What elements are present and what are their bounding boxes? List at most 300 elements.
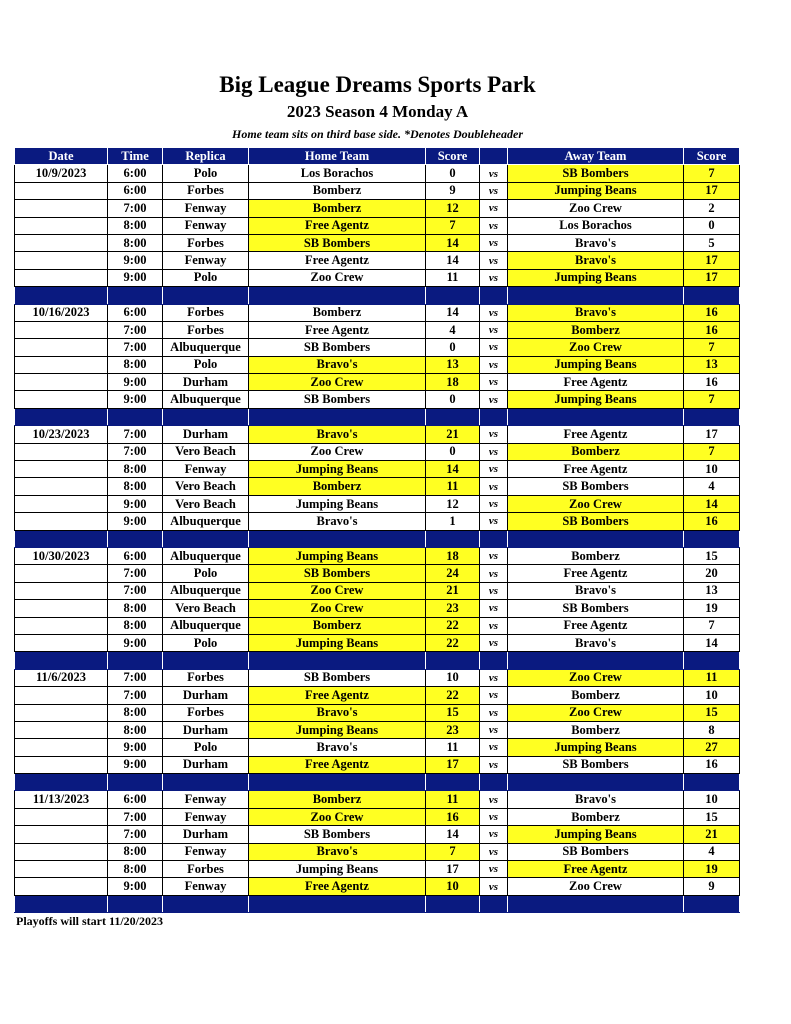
away-team-cell: Los Borachos — [508, 217, 684, 234]
home-team-cell: Free Agentz — [249, 252, 426, 269]
replica-field-cell: Durham — [163, 687, 249, 704]
away-team-cell: Bomberz — [508, 443, 684, 460]
date-cell: 11/13/2023 — [15, 791, 108, 808]
date-cell — [15, 356, 108, 373]
home-score-cell: 10 — [426, 669, 480, 686]
home-score-cell: 14 — [426, 234, 480, 251]
date-cell — [15, 756, 108, 773]
away-score-cell: 21 — [684, 826, 740, 843]
game-row — [15, 878, 740, 895]
game-row — [15, 704, 740, 721]
game-row — [15, 843, 740, 860]
time-cell: 8:00 — [108, 617, 163, 634]
time-cell: 9:00 — [108, 739, 163, 756]
separator-cell — [480, 287, 508, 304]
away-team-cell: Bravo's — [508, 791, 684, 808]
away-score-cell: 0 — [684, 217, 740, 234]
home-score-cell: 12 — [426, 200, 480, 217]
date-cell — [15, 721, 108, 738]
time-cell: 8:00 — [108, 217, 163, 234]
home-score-cell: 4 — [426, 321, 480, 338]
away-team-cell: SB Bombers — [508, 756, 684, 773]
game-row — [15, 269, 740, 286]
replica-field-cell: Durham — [163, 374, 249, 391]
time-cell: 9:00 — [108, 495, 163, 512]
game-row — [15, 756, 740, 773]
away-team-cell: Bravo's — [508, 252, 684, 269]
away-team-cell: Free Agentz — [508, 426, 684, 443]
game-row — [15, 304, 740, 321]
time-cell: 9:00 — [108, 391, 163, 408]
date-cell — [15, 739, 108, 756]
away-team-cell: Bomberz — [508, 687, 684, 704]
home-score-cell: 10 — [426, 878, 480, 895]
home-team-cell: Free Agentz — [249, 878, 426, 895]
separator-cell — [15, 530, 108, 547]
date-cell — [15, 182, 108, 199]
replica-field-cell: Polo — [163, 634, 249, 651]
home-team-cell: Jumping Beans — [249, 495, 426, 512]
time-cell: 7:00 — [108, 426, 163, 443]
week-separator-row — [15, 895, 740, 912]
away-team-cell: Free Agentz — [508, 617, 684, 634]
game-row — [15, 565, 740, 582]
away-score-cell: 5 — [684, 234, 740, 251]
vs-cell: vs — [480, 582, 508, 599]
replica-field-cell: Durham — [163, 426, 249, 443]
home-score-cell: 18 — [426, 547, 480, 564]
home-team-cell: Jumping Beans — [249, 634, 426, 651]
header-vs — [480, 148, 508, 165]
replica-field-cell: Forbes — [163, 234, 249, 251]
date-cell — [15, 234, 108, 251]
game-row — [15, 791, 740, 808]
replica-field-cell: Durham — [163, 756, 249, 773]
date-cell — [15, 200, 108, 217]
replica-field-cell: Forbes — [163, 304, 249, 321]
home-team-cell: Zoo Crew — [249, 600, 426, 617]
game-row — [15, 582, 740, 599]
separator-cell — [108, 774, 163, 791]
home-team-cell: Bomberz — [249, 791, 426, 808]
home-team-cell: SB Bombers — [249, 391, 426, 408]
time-cell: 7:00 — [108, 443, 163, 460]
separator-cell — [684, 408, 740, 425]
home-score-cell: 1 — [426, 513, 480, 530]
date-cell — [15, 687, 108, 704]
vs-cell: vs — [480, 565, 508, 582]
time-cell: 8:00 — [108, 234, 163, 251]
game-row — [15, 461, 740, 478]
replica-field-cell: Fenway — [163, 843, 249, 860]
home-team-cell: Free Agentz — [249, 687, 426, 704]
vs-cell: vs — [480, 600, 508, 617]
game-row — [15, 861, 740, 878]
away-team-cell: Bravo's — [508, 234, 684, 251]
replica-field-cell: Fenway — [163, 252, 249, 269]
game-row — [15, 495, 740, 512]
time-cell: 7:00 — [108, 687, 163, 704]
time-cell: 6:00 — [108, 547, 163, 564]
vs-cell: vs — [480, 461, 508, 478]
separator-cell — [249, 408, 426, 425]
home-team-cell: Bomberz — [249, 182, 426, 199]
home-team-cell: Jumping Beans — [249, 547, 426, 564]
home-team-cell: Zoo Crew — [249, 443, 426, 460]
home-score-cell: 7 — [426, 217, 480, 234]
date-cell: 10/16/2023 — [15, 304, 108, 321]
home-score-cell: 22 — [426, 634, 480, 651]
game-row — [15, 547, 740, 564]
home-team-cell: Free Agentz — [249, 217, 426, 234]
date-cell — [15, 861, 108, 878]
away-score-cell: 15 — [684, 808, 740, 825]
replica-field-cell: Vero Beach — [163, 478, 249, 495]
away-team-cell: Zoo Crew — [508, 878, 684, 895]
away-score-cell: 13 — [684, 356, 740, 373]
time-cell: 8:00 — [108, 704, 163, 721]
date-cell — [15, 391, 108, 408]
home-score-cell: 14 — [426, 461, 480, 478]
vs-cell: vs — [480, 234, 508, 251]
home-score-cell: 15 — [426, 704, 480, 721]
away-team-cell: Free Agentz — [508, 565, 684, 582]
home-team-cell: Zoo Crew — [249, 374, 426, 391]
home-team-cell: Bravo's — [249, 356, 426, 373]
separator-cell — [108, 287, 163, 304]
separator-cell — [249, 774, 426, 791]
date-cell — [15, 269, 108, 286]
date-cell — [15, 217, 108, 234]
vs-cell: vs — [480, 808, 508, 825]
home-team-cell: SB Bombers — [249, 565, 426, 582]
away-score-cell: 13 — [684, 582, 740, 599]
replica-field-cell: Albuquerque — [163, 391, 249, 408]
week-separator-row — [15, 408, 740, 425]
time-cell: 8:00 — [108, 861, 163, 878]
time-cell: 7:00 — [108, 826, 163, 843]
away-team-cell: Jumping Beans — [508, 826, 684, 843]
replica-field-cell: Fenway — [163, 878, 249, 895]
game-row — [15, 165, 740, 182]
away-team-cell: Free Agentz — [508, 461, 684, 478]
separator-cell — [426, 652, 480, 669]
home-score-cell: 21 — [426, 426, 480, 443]
home-team-cell: Bravo's — [249, 843, 426, 860]
separator-cell — [15, 408, 108, 425]
date-cell — [15, 478, 108, 495]
home-team-cell: Zoo Crew — [249, 808, 426, 825]
time-cell: 7:00 — [108, 808, 163, 825]
replica-field-cell: Fenway — [163, 217, 249, 234]
separator-cell — [480, 895, 508, 912]
vs-cell: vs — [480, 547, 508, 564]
time-cell: 7:00 — [108, 339, 163, 356]
vs-cell: vs — [480, 634, 508, 651]
vs-cell: vs — [480, 669, 508, 686]
away-score-cell: 7 — [684, 391, 740, 408]
replica-field-cell: Forbes — [163, 321, 249, 338]
schedule-table — [14, 147, 740, 913]
away-team-cell: Zoo Crew — [508, 704, 684, 721]
home-score-cell: 0 — [426, 443, 480, 460]
separator-cell — [426, 408, 480, 425]
home-score-cell: 11 — [426, 269, 480, 286]
separator-cell — [480, 530, 508, 547]
separator-cell — [480, 652, 508, 669]
game-row — [15, 200, 740, 217]
home-team-cell: Jumping Beans — [249, 861, 426, 878]
vs-cell: vs — [480, 252, 508, 269]
vs-cell: vs — [480, 182, 508, 199]
home-score-cell: 0 — [426, 339, 480, 356]
date-cell: 11/6/2023 — [15, 669, 108, 686]
time-cell: 6:00 — [108, 304, 163, 321]
separator-cell — [163, 774, 249, 791]
game-row — [15, 721, 740, 738]
vs-cell: vs — [480, 513, 508, 530]
replica-field-cell: Albuquerque — [163, 582, 249, 599]
date-cell — [15, 808, 108, 825]
game-row — [15, 600, 740, 617]
replica-field-cell: Polo — [163, 565, 249, 582]
vs-cell: vs — [480, 304, 508, 321]
home-score-cell: 24 — [426, 565, 480, 582]
vs-cell: vs — [480, 478, 508, 495]
separator-cell — [508, 530, 684, 547]
header-replica: Replica — [163, 148, 249, 165]
home-team-cell: Free Agentz — [249, 756, 426, 773]
replica-field-cell: Fenway — [163, 200, 249, 217]
separator-cell — [108, 408, 163, 425]
away-score-cell: 16 — [684, 304, 740, 321]
separator-cell — [15, 774, 108, 791]
away-score-cell: 16 — [684, 321, 740, 338]
vs-cell: vs — [480, 321, 508, 338]
date-cell: 10/30/2023 — [15, 547, 108, 564]
game-row — [15, 339, 740, 356]
away-score-cell: 7 — [684, 443, 740, 460]
vs-cell: vs — [480, 339, 508, 356]
away-team-cell: SB Bombers — [508, 600, 684, 617]
home-team-cell: SB Bombers — [249, 339, 426, 356]
home-score-cell: 22 — [426, 687, 480, 704]
time-cell: 8:00 — [108, 843, 163, 860]
home-score-cell: 23 — [426, 721, 480, 738]
away-score-cell: 2 — [684, 200, 740, 217]
away-team-cell: Jumping Beans — [508, 182, 684, 199]
table-header-row — [15, 148, 740, 165]
away-score-cell: 14 — [684, 495, 740, 512]
season-subtitle: 2023 Season 4 Monday A — [286, 102, 469, 121]
date-cell — [15, 704, 108, 721]
home-score-cell: 17 — [426, 861, 480, 878]
home-team-cell: Los Borachos — [249, 165, 426, 182]
away-score-cell: 11 — [684, 669, 740, 686]
home-score-cell: 11 — [426, 478, 480, 495]
home-score-cell: 12 — [426, 495, 480, 512]
separator-cell — [163, 652, 249, 669]
vs-cell: vs — [480, 617, 508, 634]
away-score-cell: 7 — [684, 339, 740, 356]
header-home-score: Score — [426, 148, 480, 165]
home-team-cell: Bravo's — [249, 704, 426, 721]
away-score-cell: 10 — [684, 791, 740, 808]
vs-cell: vs — [480, 495, 508, 512]
game-row — [15, 391, 740, 408]
replica-field-cell: Albuquerque — [163, 339, 249, 356]
replica-field-cell: Vero Beach — [163, 443, 249, 460]
date-cell — [15, 565, 108, 582]
replica-field-cell: Albuquerque — [163, 547, 249, 564]
time-cell: 7:00 — [108, 582, 163, 599]
time-cell: 9:00 — [108, 252, 163, 269]
time-cell: 8:00 — [108, 461, 163, 478]
home-score-cell: 9 — [426, 182, 480, 199]
home-team-cell: Zoo Crew — [249, 269, 426, 286]
replica-field-cell: Forbes — [163, 182, 249, 199]
game-row — [15, 252, 740, 269]
vs-cell: vs — [480, 878, 508, 895]
separator-cell — [684, 530, 740, 547]
away-team-cell: SB Bombers — [508, 843, 684, 860]
time-cell: 9:00 — [108, 756, 163, 773]
replica-field-cell: Durham — [163, 721, 249, 738]
time-cell: 6:00 — [108, 791, 163, 808]
date-cell — [15, 582, 108, 599]
away-score-cell: 9 — [684, 878, 740, 895]
replica-field-cell: Albuquerque — [163, 617, 249, 634]
away-team-cell: Zoo Crew — [508, 200, 684, 217]
vs-cell: vs — [480, 443, 508, 460]
away-score-cell: 17 — [684, 426, 740, 443]
date-cell — [15, 826, 108, 843]
separator-cell — [249, 652, 426, 669]
replica-field-cell: Polo — [163, 739, 249, 756]
game-row — [15, 739, 740, 756]
week-separator-row — [15, 530, 740, 547]
away-team-cell: Jumping Beans — [508, 356, 684, 373]
replica-field-cell: Vero Beach — [163, 600, 249, 617]
date-cell — [15, 878, 108, 895]
separator-cell — [249, 530, 426, 547]
away-team-cell: SB Bombers — [508, 478, 684, 495]
separator-cell — [249, 895, 426, 912]
away-score-cell: 19 — [684, 861, 740, 878]
home-team-cell: SB Bombers — [249, 669, 426, 686]
home-score-cell: 11 — [426, 791, 480, 808]
separator-cell — [108, 895, 163, 912]
separator-cell — [426, 287, 480, 304]
time-cell: 7:00 — [108, 321, 163, 338]
replica-field-cell: Durham — [163, 826, 249, 843]
away-score-cell: 16 — [684, 756, 740, 773]
away-score-cell: 4 — [684, 843, 740, 860]
away-team-cell: Bomberz — [508, 721, 684, 738]
vs-cell: vs — [480, 217, 508, 234]
away-score-cell: 7 — [684, 165, 740, 182]
date-cell — [15, 321, 108, 338]
away-score-cell: 17 — [684, 269, 740, 286]
time-cell: 6:00 — [108, 182, 163, 199]
week-separator-row — [15, 652, 740, 669]
away-team-cell: Zoo Crew — [508, 669, 684, 686]
separator-cell — [508, 774, 684, 791]
home-score-cell: 16 — [426, 808, 480, 825]
separator-cell — [108, 530, 163, 547]
vs-cell: vs — [480, 687, 508, 704]
header-date: Date — [15, 148, 108, 165]
away-score-cell: 10 — [684, 687, 740, 704]
vs-cell: vs — [480, 269, 508, 286]
replica-field-cell: Forbes — [163, 861, 249, 878]
vs-cell: vs — [480, 739, 508, 756]
separator-cell — [480, 774, 508, 791]
replica-field-cell: Albuquerque — [163, 513, 249, 530]
home-team-cell: SB Bombers — [249, 826, 426, 843]
game-row — [15, 669, 740, 686]
home-team-cell: Zoo Crew — [249, 582, 426, 599]
home-team-cell: Bravo's — [249, 426, 426, 443]
home-score-cell: 17 — [426, 756, 480, 773]
separator-cell — [508, 287, 684, 304]
replica-field-cell: Forbes — [163, 704, 249, 721]
separator-cell — [480, 408, 508, 425]
vs-cell: vs — [480, 756, 508, 773]
away-score-cell: 17 — [684, 182, 740, 199]
away-team-cell: Jumping Beans — [508, 269, 684, 286]
away-score-cell: 10 — [684, 461, 740, 478]
week-separator-row — [15, 774, 740, 791]
time-cell: 8:00 — [108, 721, 163, 738]
replica-field-cell: Polo — [163, 356, 249, 373]
game-row — [15, 687, 740, 704]
home-score-cell: 0 — [426, 391, 480, 408]
separator-cell — [684, 895, 740, 912]
vs-cell: vs — [480, 356, 508, 373]
home-score-cell: 11 — [426, 739, 480, 756]
date-cell — [15, 617, 108, 634]
away-team-cell: Zoo Crew — [508, 339, 684, 356]
away-team-cell: Bravo's — [508, 634, 684, 651]
separator-cell — [508, 408, 684, 425]
separator-cell — [163, 895, 249, 912]
home-score-cell: 22 — [426, 617, 480, 634]
date-cell — [15, 339, 108, 356]
home-team-cell: Bomberz — [249, 617, 426, 634]
header-home-team: Home Team — [249, 148, 426, 165]
separator-cell — [684, 287, 740, 304]
game-row — [15, 808, 740, 825]
separator-cell — [508, 895, 684, 912]
away-team-cell: SB Bombers — [508, 513, 684, 530]
date-cell — [15, 443, 108, 460]
date-cell — [15, 600, 108, 617]
vs-cell: vs — [480, 391, 508, 408]
away-score-cell: 7 — [684, 617, 740, 634]
separator-cell — [15, 287, 108, 304]
time-cell: 7:00 — [108, 200, 163, 217]
game-row — [15, 234, 740, 251]
separator-cell — [426, 530, 480, 547]
game-row — [15, 356, 740, 373]
date-cell — [15, 634, 108, 651]
away-team-cell: Zoo Crew — [508, 495, 684, 512]
home-score-cell: 14 — [426, 826, 480, 843]
time-cell: 9:00 — [108, 634, 163, 651]
page-title: Big League Dreams Sports Park — [219, 72, 536, 97]
home-score-cell: 21 — [426, 582, 480, 599]
